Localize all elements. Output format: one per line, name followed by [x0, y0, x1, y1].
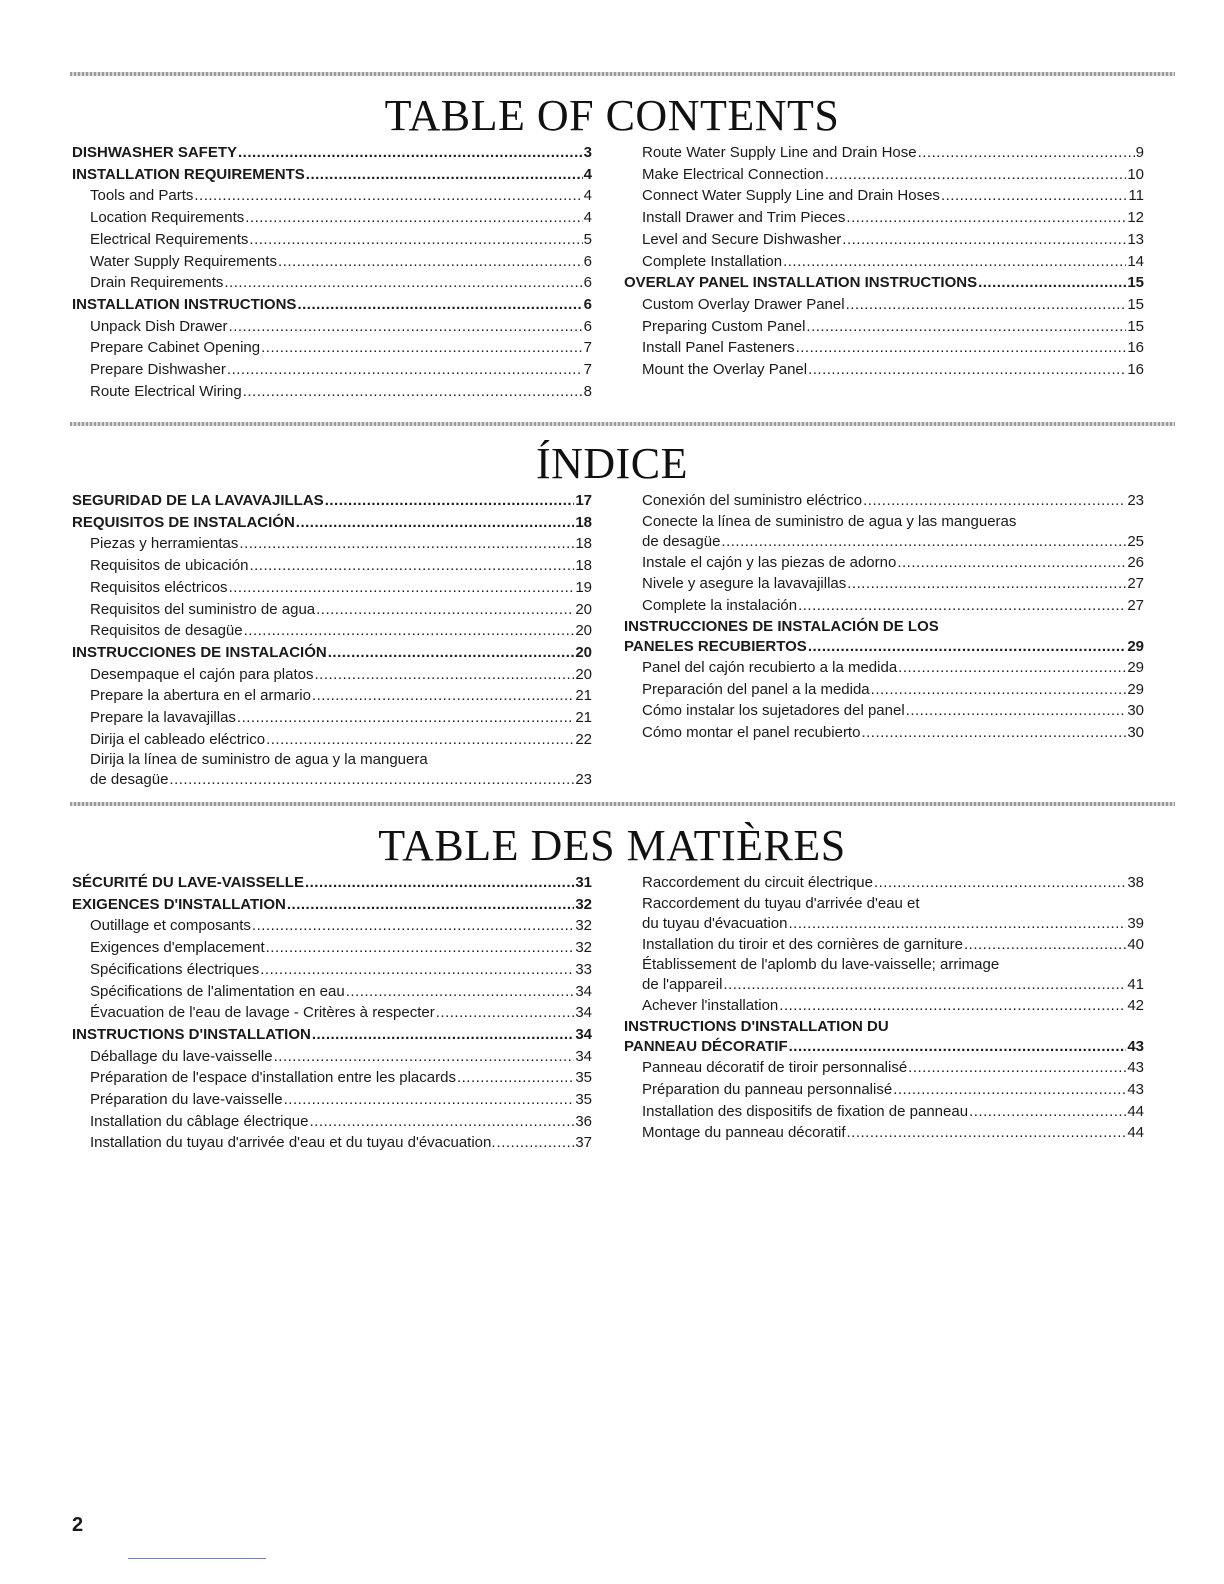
dot-leader: [297, 294, 582, 316]
toc-entry[interactable]: [72, 915, 592, 937]
dot-leader: [897, 552, 1126, 574]
toc-entry-label: Raccordement du circuit électrique: [642, 874, 873, 891]
toc-entry[interactable]: [624, 294, 1144, 316]
dot-leader: [825, 164, 1127, 186]
toc-entry[interactable]: [72, 1089, 592, 1111]
toc-entry-label: Custom Overlay Drawer Panel: [642, 295, 845, 313]
toc-entry-label: Évacuation de l'eau de lavage - Critères à respecter: [90, 1004, 435, 1022]
toc-page-number: 23: [575, 771, 592, 789]
toc-column-right: [624, 142, 1144, 381]
dot-leader: [908, 1057, 1126, 1079]
toc-heading[interactable]: [624, 637, 1144, 657]
toc-entry-label: Panel del cajón recubierto a la medida: [642, 658, 898, 676]
toc-entry[interactable]: [72, 1002, 592, 1024]
dot-leader: [238, 142, 583, 164]
toc-french: [0, 821, 1224, 1152]
dot-leader: [278, 251, 583, 273]
dot-leader: [846, 207, 1126, 229]
toc-entry[interactable]: [624, 552, 1144, 574]
dot-leader: [874, 872, 1126, 894]
toc-entry[interactable]: [624, 337, 1144, 359]
toc-entry-label: Préparation du lave-vaisselle: [90, 1091, 283, 1109]
toc-entry-label: du tuyau d'évacuation: [642, 914, 788, 932]
toc-page-number: 9: [1135, 144, 1144, 161]
dot-leader: [861, 722, 1126, 744]
toc-entry-label: Route Electrical Wiring: [90, 382, 242, 400]
toc-entry[interactable]: [624, 1101, 1144, 1123]
dot-leader: [346, 981, 575, 1003]
toc-entry[interactable]: [624, 359, 1144, 381]
toc-page-number: 34: [575, 1025, 592, 1043]
toc-entry-label: Outillage et composants: [90, 917, 251, 935]
dot-leader: [169, 770, 574, 790]
toc-entry-label: PANNEAU DÉCORATIF: [624, 1038, 788, 1056]
dot-leader: [227, 359, 583, 381]
toc-page-number: 29: [1127, 658, 1144, 676]
toc-entry[interactable]: [72, 381, 592, 403]
toc-heading[interactable]: [72, 294, 592, 316]
toc-entry-label: Preparing Custom Panel: [642, 317, 806, 335]
toc-entry-label: Complete Installation: [642, 252, 783, 270]
toc-page-number: 20: [575, 665, 592, 683]
toc-page-number: 30: [1127, 723, 1144, 741]
toc-page-number: 22: [575, 730, 592, 748]
toc-entry[interactable]: [72, 959, 592, 981]
toc-entry-label: Connect Water Supply Line and Drain Hoses: [642, 187, 940, 205]
toc-heading[interactable]: [72, 1024, 592, 1046]
toc-heading[interactable]: [624, 1037, 1144, 1057]
toc-page-number: 7: [583, 339, 592, 357]
toc-entry[interactable]: [72, 937, 592, 959]
dot-leader: [224, 272, 582, 294]
toc-entry[interactable]: [72, 533, 592, 555]
toc-heading[interactable]: [72, 872, 592, 894]
dot-leader: [796, 337, 1127, 359]
toc-entry-label: Conexión del suministro eléctrico: [642, 492, 863, 509]
toc-page-number: 18: [575, 535, 592, 553]
toc-page-number: 31: [575, 874, 592, 891]
dot-leader: [245, 207, 582, 229]
toc-entry-label: Spécifications électriques: [90, 960, 260, 978]
toc-english: [0, 91, 1224, 400]
toc-entry-label: Installation des dispositifs de fixation de panneau: [642, 1102, 969, 1120]
toc-entry[interactable]: [72, 707, 592, 729]
dot-leader: [237, 707, 574, 729]
dot-leader: [239, 533, 574, 555]
toc-page-number: 20: [575, 622, 592, 640]
dot-leader: [260, 959, 574, 981]
dot-leader: [918, 142, 1135, 164]
toc-page-number: 18: [575, 513, 592, 531]
toc-entry-label: Prepare Dishwasher: [90, 361, 226, 379]
toc-page-number: 16: [1127, 361, 1144, 379]
toc-entry-label: DISHWASHER SAFETY: [72, 144, 238, 161]
dot-leader: [249, 555, 574, 577]
section-title: TABLE OF CONTENTS: [384, 91, 840, 140]
dot-leader: [229, 577, 575, 599]
toc-entry-label: Water Supply Requirements: [90, 252, 278, 270]
toc-entry[interactable]: [72, 664, 592, 686]
toc-entry-label: Route Water Supply Line and Drain Hose: [642, 144, 917, 161]
toc-heading[interactable]: [72, 642, 592, 664]
toc-page-number: 25: [1127, 532, 1144, 550]
toc-entry[interactable]: [624, 164, 1144, 186]
toc-entry[interactable]: [624, 914, 1144, 934]
toc-entry[interactable]: [624, 1079, 1144, 1101]
toc-page-number: 18: [575, 557, 592, 575]
toc-page-number: 4: [583, 209, 592, 227]
dot-leader: [305, 872, 574, 894]
dot-leader: [316, 599, 574, 621]
toc-entry-line: Établissement de l'aplomb du lave-vaisselle; arrimage: [642, 956, 1000, 974]
divider: [70, 422, 1175, 426]
dot-leader: [723, 975, 1126, 995]
toc-entry[interactable]: [624, 573, 1144, 595]
toc-entry[interactable]: [72, 185, 592, 207]
toc-page-number: 20: [575, 643, 592, 661]
toc-page-number: 36: [575, 1112, 592, 1130]
toc-page-number: 15: [1127, 295, 1144, 313]
toc-entry[interactable]: [72, 316, 592, 338]
dot-leader: [244, 620, 575, 642]
toc-entry[interactable]: [624, 700, 1144, 722]
toc-page-number: 6: [583, 295, 592, 313]
dot-leader: [808, 359, 1126, 381]
toc-entry-label: Mount the Overlay Panel: [642, 361, 808, 379]
toc-entry-label: INSTRUCCIONES DE INSTALACIÓN: [72, 643, 327, 661]
toc-entry[interactable]: [72, 981, 592, 1003]
dot-leader: [309, 1111, 574, 1133]
toc-entry-line: INSTRUCTIONS D'INSTALLATION DU: [624, 1018, 889, 1036]
dot-leader: [847, 1122, 1127, 1144]
toc-page-number: 42: [1127, 997, 1144, 1015]
toc-heading[interactable]: [624, 272, 1144, 294]
toc-page-number: 29: [1127, 637, 1144, 655]
dot-leader: [842, 229, 1126, 251]
toc-page-number: 41: [1127, 976, 1144, 994]
toc-entry-label: INSTALLATION REQUIREMENTS: [72, 165, 305, 183]
toc-entry[interactable]: [72, 1067, 592, 1089]
toc-entry[interactable]: [624, 142, 1144, 164]
dot-leader: [788, 914, 1126, 934]
dot-leader: [457, 1067, 574, 1089]
toc-entry[interactable]: [72, 1132, 592, 1154]
toc-entry-label: Electrical Requirements: [90, 230, 249, 248]
toc-entry[interactable]: [72, 207, 592, 229]
toc-entry-label: EXIGENCES D'INSTALLATION: [72, 895, 286, 913]
dot-leader: [296, 512, 575, 534]
toc-page-number: 6: [583, 252, 592, 270]
dot-leader: [808, 637, 1127, 657]
toc-page-number: 29: [1127, 680, 1144, 698]
toc-entry-line: Raccordement du tuyau d'arrivée d'eau et: [642, 894, 920, 912]
toc-entry-label: Installation du tuyau d'arrivée d'eau et du tuyau d'évacuation.: [90, 1134, 496, 1152]
toc-entry-label: Make Electrical Connection: [642, 165, 824, 183]
toc-entry[interactable]: [72, 359, 592, 381]
dot-leader: [252, 915, 574, 937]
dot-leader: [871, 679, 1127, 701]
dot-leader: [261, 337, 583, 359]
toc-entry[interactable]: [624, 316, 1144, 338]
toc-entry-line: INSTRUCCIONES DE INSTALACIÓN DE LOS: [624, 617, 939, 635]
toc-entry[interactable]: [72, 272, 592, 294]
toc-entry[interactable]: [624, 679, 1144, 701]
dot-leader: [229, 316, 583, 338]
dot-leader: [312, 685, 574, 707]
dot-leader: [798, 595, 1126, 617]
toc-page-number: 8: [583, 382, 592, 400]
toc-page-number: 43: [1127, 1059, 1144, 1077]
toc-entry-label: Préparation de l'espace d'installation entre les placards: [90, 1069, 456, 1087]
toc-page-number: 27: [1127, 575, 1144, 593]
dot-leader: [721, 532, 1126, 552]
toc-entry-line: Conecte la línea de suministro de agua y las mangueras: [642, 512, 1017, 530]
toc-entry[interactable]: [72, 1111, 592, 1133]
dot-leader: [898, 657, 1126, 679]
toc-entry-line: Dirija la línea de suministro de agua y la manguera: [90, 751, 428, 769]
toc-page-number: 13: [1127, 230, 1144, 248]
toc-entry-label: Nivele y asegure la lavavajillas: [642, 575, 847, 593]
toc-entry-label: Prepare la abertura en el armario: [90, 687, 311, 705]
toc-page-number: 32: [575, 939, 592, 957]
toc-column-left: [72, 142, 592, 402]
toc-entry-label: OVERLAY PANEL INSTALLATION INSTRUCTIONS: [624, 274, 978, 292]
toc-entry-label: Montage du panneau décoratif: [642, 1124, 846, 1142]
toc-entry[interactable]: [72, 770, 592, 790]
toc-entry[interactable]: [72, 729, 592, 751]
section-title: TABLE DES MATIÈRES: [378, 821, 846, 870]
dot-leader: [249, 229, 582, 251]
toc-entry[interactable]: [624, 934, 1144, 956]
toc-entry-label: SÉCURITÉ DU LAVE-VAISSELLE: [72, 874, 304, 891]
toc-entry-label: Piezas y herramientas: [90, 535, 239, 553]
toc-column-right: [624, 490, 1144, 744]
toc-entry-label: de desagüe: [642, 532, 721, 550]
toc-page-number: 43: [1127, 1038, 1144, 1056]
toc-page-number: 6: [583, 317, 592, 335]
toc-page-number: 40: [1127, 935, 1144, 953]
toc-page-number: 34: [575, 1004, 592, 1022]
toc-entry[interactable]: [72, 555, 592, 577]
toc-entry-label: de l'appareil: [642, 976, 723, 994]
toc-entry-label: Panneau décoratif de tiroir personnalisé: [642, 1059, 908, 1077]
toc-entry[interactable]: [72, 251, 592, 273]
toc-entry-label: REQUISITOS DE INSTALACIÓN: [72, 513, 295, 531]
toc-entry[interactable]: [624, 532, 1144, 552]
toc-page-number: 34: [575, 982, 592, 1000]
toc-page-number: 38: [1127, 874, 1144, 891]
toc-page-number: 15: [1127, 317, 1144, 335]
toc-page-number: 4: [583, 165, 592, 183]
toc-entry-label: Cómo instalar los sujetadores del panel: [642, 702, 905, 720]
dot-leader: [274, 1046, 575, 1068]
toc-page-number: 21: [575, 709, 592, 727]
toc-page-number: 17: [575, 492, 592, 509]
toc-page-number: 15: [1127, 274, 1144, 292]
divider: [70, 802, 1175, 806]
toc-entry-label: Exigences d'emplacement: [90, 939, 265, 957]
toc-page-number: 4: [583, 187, 592, 205]
toc-page-number: 20: [575, 600, 592, 618]
toc-page-number: 44: [1127, 1102, 1144, 1120]
toc-column-right: [624, 872, 1144, 1144]
toc-page-number: 16: [1127, 339, 1144, 357]
toc-entry[interactable]: [72, 229, 592, 251]
toc-entry[interactable]: [624, 229, 1144, 251]
toc-page-number: 12: [1127, 209, 1144, 227]
toc-entry-label: Prepare Cabinet Opening: [90, 339, 261, 357]
toc-entry-label: Preparación del panel a la medida: [642, 680, 870, 698]
toc-entry-label: Install Panel Fasteners: [642, 339, 795, 357]
toc-entry-label: Dirija el cableado eléctrico: [90, 730, 266, 748]
toc-entry-label: Install Drawer and Trim Pieces: [642, 209, 846, 227]
dot-leader: [789, 1037, 1127, 1057]
toc-entry-label: Level and Secure Dishwasher: [642, 230, 842, 248]
toc-page-number: 39: [1127, 914, 1144, 932]
toc-entry-label: Requisitos de desagüe: [90, 622, 243, 640]
toc-entry[interactable]: [624, 722, 1144, 744]
dot-leader: [779, 995, 1126, 1017]
toc-entry-label: Unpack Dish Drawer: [90, 317, 228, 335]
dot-leader: [964, 934, 1126, 956]
toc-entry-label: Achever l'installation: [642, 997, 779, 1015]
toc-entry-label: SEGURIDAD DE LA LAVAVAJILLAS: [72, 492, 324, 509]
toc-entry[interactable]: [624, 1057, 1144, 1079]
dot-leader: [893, 1079, 1126, 1101]
toc-page-number: 7: [583, 361, 592, 379]
dot-leader: [846, 294, 1127, 316]
toc-entry[interactable]: [624, 657, 1144, 679]
toc-entry-label: Complete la instalación: [642, 597, 798, 615]
toc-entry[interactable]: [624, 1122, 1144, 1144]
toc-entry-label: Requisitos eléctricos: [90, 578, 228, 596]
dot-leader: [325, 490, 575, 512]
top-divider: [70, 72, 1175, 76]
dot-leader: [314, 664, 574, 686]
toc-entry[interactable]: [72, 1046, 592, 1068]
toc-entry-label: Déballage du lave-vaisselle: [90, 1047, 273, 1065]
dot-leader: [497, 1132, 575, 1154]
toc-entry[interactable]: [72, 337, 592, 359]
toc-page-number: 37: [575, 1134, 592, 1152]
toc-entry-label: Installation du tiroir et des cornières de garniture: [642, 935, 964, 953]
toc-entry[interactable]: [624, 490, 1144, 512]
dot-leader: [941, 185, 1127, 207]
toc-page-number: 11: [1128, 187, 1144, 205]
toc-page-number: 23: [1127, 492, 1144, 509]
toc-entry-label: Requisitos del suministro de agua: [90, 600, 316, 618]
toc-spanish: [0, 439, 1224, 789]
toc-entry-label: INSTRUCTIONS D'INSTALLATION: [72, 1025, 311, 1043]
toc-entry-label: INSTALLATION INSTRUCTIONS: [72, 295, 297, 313]
dot-leader: [436, 1002, 575, 1024]
toc-page-number: 34: [575, 1047, 592, 1065]
dot-leader: [194, 185, 582, 207]
dot-leader: [906, 700, 1127, 722]
toc-page-number: 27: [1127, 597, 1144, 615]
dot-leader: [284, 1089, 575, 1111]
dot-leader: [863, 490, 1126, 512]
toc-page-number: 33: [575, 960, 592, 978]
toc-entry[interactable]: [624, 995, 1144, 1017]
toc-entry[interactable]: [624, 595, 1144, 617]
toc-entry[interactable]: [624, 872, 1144, 894]
toc-entry-label: Tools and Parts: [90, 187, 194, 205]
toc-entry-label: Cómo montar el panel recubierto: [642, 723, 861, 741]
toc-column-left: [72, 490, 592, 790]
toc-page-number: 10: [1127, 165, 1144, 183]
dot-leader: [328, 642, 575, 664]
dot-leader: [306, 164, 583, 186]
toc-entry-label: Desempaque el cajón para platos: [90, 665, 314, 683]
page-number: 2: [72, 1514, 84, 1536]
toc-page-number: 3: [583, 144, 592, 161]
toc-heading[interactable]: [72, 142, 592, 164]
toc-entry-label: PANELES RECUBIERTOS: [624, 637, 807, 655]
toc-entry-label: Instale el cajón y las piezas de adorno: [642, 553, 897, 571]
toc-entry-label: Préparation du panneau personnalisé: [642, 1080, 893, 1098]
dot-leader: [806, 316, 1126, 338]
toc-entry-label: Drain Requirements: [90, 274, 224, 292]
toc-entry[interactable]: [72, 620, 592, 642]
toc-page-number: 32: [575, 895, 592, 913]
toc-page-number: 26: [1127, 553, 1144, 571]
toc-entry[interactable]: [72, 577, 592, 599]
toc-entry-label: de desagüe: [90, 771, 169, 789]
dot-leader: [312, 1024, 574, 1046]
toc-page-number: 19: [575, 578, 592, 596]
toc-page-number: 6: [583, 274, 592, 292]
section-title: ÍNDICE: [535, 439, 689, 488]
dot-leader: [287, 894, 574, 916]
toc-entry-label: Location Requirements: [90, 209, 245, 227]
toc-entry[interactable]: [624, 975, 1144, 995]
toc-heading[interactable]: [72, 512, 592, 534]
toc-page-number: 30: [1127, 702, 1144, 720]
toc-entry-label: Installation du câblage électrique: [90, 1112, 309, 1130]
dot-leader: [783, 251, 1126, 273]
dot-leader: [266, 937, 575, 959]
toc-entry[interactable]: [624, 251, 1144, 273]
dot-leader: [969, 1101, 1126, 1123]
toc-column-left: [72, 872, 592, 1154]
toc-heading[interactable]: [72, 164, 592, 186]
toc-heading[interactable]: [72, 894, 592, 916]
toc-entry[interactable]: [624, 207, 1144, 229]
toc-page-number: 14: [1127, 252, 1144, 270]
toc-page-number: 35: [575, 1091, 592, 1109]
toc-page-number: 21: [575, 687, 592, 705]
toc-entry[interactable]: [72, 685, 592, 707]
dot-leader: [266, 729, 574, 751]
dot-leader: [243, 381, 583, 403]
footer-line: [128, 1558, 266, 1559]
toc-entry-label: Prepare la lavavajillas: [90, 709, 236, 727]
toc-page-number: 5: [583, 230, 592, 248]
toc-page-number: 43: [1127, 1080, 1144, 1098]
dot-leader: [978, 272, 1126, 294]
toc-page-number: 44: [1127, 1124, 1144, 1142]
dot-leader: [847, 573, 1126, 595]
toc-entry[interactable]: [72, 599, 592, 621]
toc-heading[interactable]: [72, 490, 592, 512]
toc-page-number: 32: [575, 917, 592, 935]
toc-entry-label: Spécifications de l'alimentation en eau: [90, 982, 345, 1000]
toc-entry-label: Requisitos de ubicación: [90, 557, 249, 575]
toc-page-number: 35: [575, 1069, 592, 1087]
toc-entry[interactable]: [624, 185, 1144, 207]
